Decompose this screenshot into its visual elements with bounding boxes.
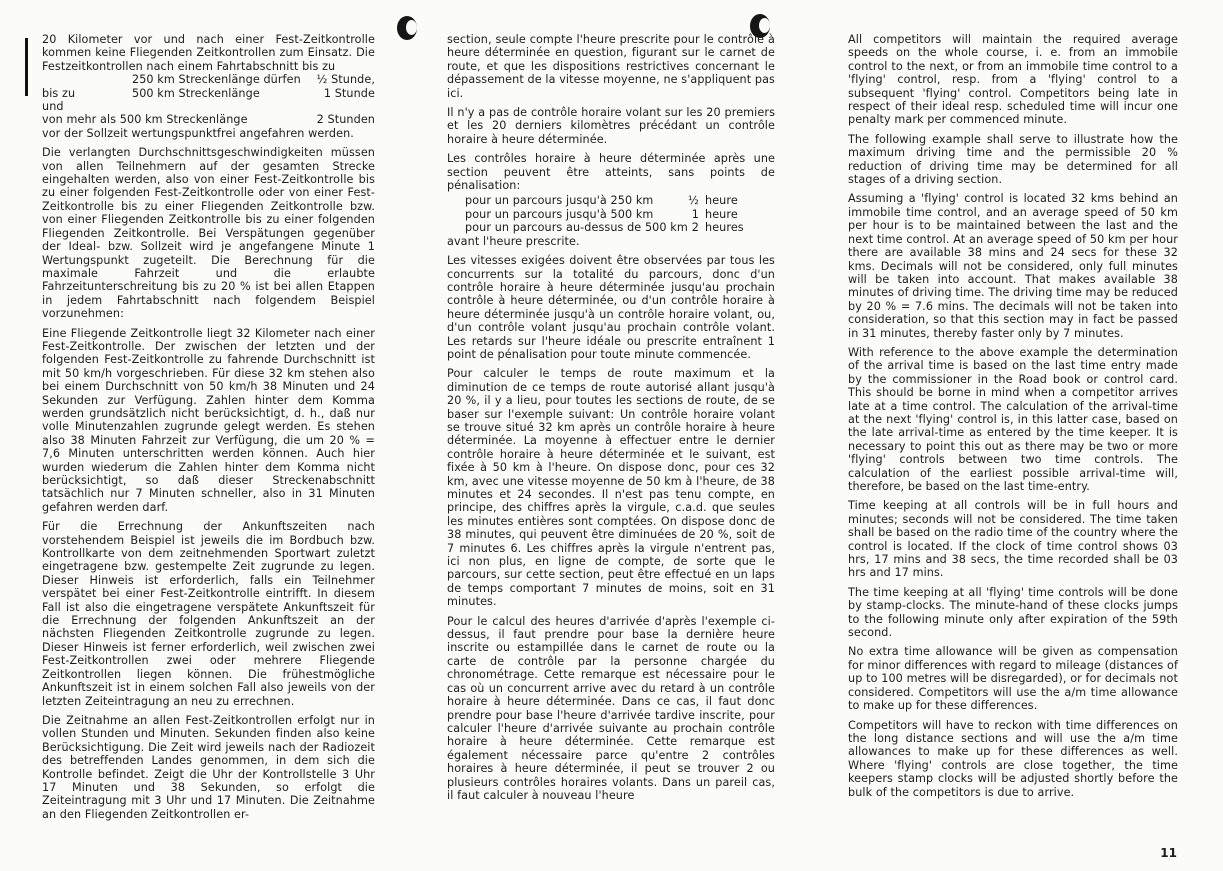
table-spacer xyxy=(80,100,280,113)
german-paragraph xyxy=(42,33,375,73)
table-amount: 1 xyxy=(691,207,699,221)
english-paragraph: The following example shall serve to illustrate how the maximum driving time and the permissible 20 % reduction of driving time may be determined for all stages of a driving section. xyxy=(848,132,1178,187)
english-paragraph: Competitors will have to reckon with time differences on the long distance sections and will use the a/m time allowances to make up for these differences as well. Where 'flying' controls are close together, the time keepers stamp clocks will be adjusted shortly before the bulk of the competitors is due to arrive. xyxy=(848,718,1178,799)
table-spacer xyxy=(280,100,375,113)
table-time: ½ Stunde, xyxy=(316,73,375,87)
english-paragraph: All competitors will maintain the required average speeds on the whole course, i. e. from an immobile control to the next, or from an immobile time control to a 'flying' control, resp. from a 'flying' control to a subsequent 'flying' control. Competitors being late in respect of their ideal resp. scheduled time will incur one penalty mark per commenced minute. xyxy=(848,33,1178,127)
table-distance: von mehr als 500 km Streckenlänge xyxy=(42,113,248,127)
french-paragraph: section, seule compte l'heure prescrite pour le contrôle à heure déterminée en question, figurant sur le carnet de route, et que les dispositions restrictives concernant le dépassement de la vitesse moyenne, ne s'appliquent pas ici. xyxy=(447,33,775,100)
table-amount: ½ xyxy=(688,194,699,208)
table-unit: heures xyxy=(705,221,744,235)
french-paragraph: Les contrôles horaire à heure déterminée après une section peuvent être atteints, sans points de pénalisation: xyxy=(447,152,775,193)
table-time: 2 Stunden xyxy=(316,113,375,127)
english-paragraph: The time keeping at all 'flying' time controls will be done by stamp-clocks. The minute-hand of these clocks jumps to the following minute only after expiration of the 59th second. xyxy=(848,585,1178,640)
table-amount: 2 xyxy=(691,221,699,235)
german-column xyxy=(42,33,375,827)
table-distance: 500 km Streckenlänge xyxy=(132,86,260,100)
table-unit: heure xyxy=(705,194,738,208)
french-paragraph: Il n'y a pas de contrôle horaire volant sur les 20 premiers et les 20 derniers kilomètres précédant un contrôle horaire à heure déterminée. xyxy=(447,106,775,146)
table-distance: pour un parcours jusqu'à 250 km xyxy=(465,194,654,208)
french-paragraph: Les vitesses exigées doivent être observées par tous les concurrents sur la totalité du parcours, donc d'un contrôle horaire à heure déterminée jusqu'au prochain contrôle à heure déterminée, ou d'un contrôle horaire à heure déterminée jusqu'à un contrôle horaire volant, ou, d'un contrôle volant jusqu'au prochain contrôle volant. Les retards sur l'heure idéale ou prescrite entraînent 1 point de pénalisation pour toute minute commencée. xyxy=(447,254,775,361)
table-distance: 250 km Streckenlänge dürfen xyxy=(132,73,301,87)
table-time: 1 Stunde xyxy=(323,86,375,100)
german-intro-text: 20 Kilometer vor und nach einer Fest-Zeitkontrolle kommen keine Fliegenden Zeitkontrollen zum Einsatz. Die Festzeitkontrollen nach einem Fahrtabschnitt bis zu xyxy=(42,33,375,73)
english-paragraph: Time keeping at all controls will be in full hours and minutes; seconds will not be considered. The time taken shall be based on the radio time of the country where the control is located. If the clock of time control shows 03 hrs, 17 mins and 38 secs, the time recorded shall be 03 hrs and 17 mins. xyxy=(848,499,1178,580)
german-paragraph: vor der Sollzeit wertungspunktfrei angefahren werden. xyxy=(42,126,354,140)
table-prefix: bis zu xyxy=(42,86,76,100)
french-time-table xyxy=(465,194,775,234)
german-paragraph: Die Zeitnahme an allen Fest-Zeitkontrollen erfolgt nur in vollen Stunden und Minuten. Sekunden finden also keine Berücksichtigung. Die Zeit wird jeweils nach der Radiozeit des betreffenden Landes genommen, in dem sich die Kontrolle befindet. Zeigt die Uhr der Kontrollstelle 3 Uhr 17 Minuten und 38 Sekunden, so erfolgt die Zeiteintragung mit 3 Uhr und 17 Minuten. Die Zeitnahme an den Fliegenden Zeitkontrollen er- xyxy=(42,713,375,821)
english-paragraph: No extra time allowance will be given as compensation for minor differences with regard to mileage (distances of up to 100 metres will be disregarded), or for decimals not considered. Competitors will use the a/m time allowance to make up for these differences. xyxy=(848,645,1178,713)
english-paragraph: With reference to the above example the determination of the arrival time is based on the last time entry made by the commissioner in the Road book or control card. This should be borne in mind when a competitor arrives late at a time control. The calculation of the arrival-time at the next 'flying' control is, in this latter case, based on the late arrival-time as entered by the time keeper. It is necessary to point this out as there may be two or more 'flying' controls between two time controls. The calculation of the earliest possible arrival-time will, therefore, be based on the last time-entry. xyxy=(848,345,1178,493)
german-paragraph: Für die Errechnung der Ankunftszeiten nach vorstehendem Beispiel ist jeweils die im Bordbuch bzw. Kontrollkarte von dem zeitnehmenden Sportwart zuletzt eingetragene bzw. gestempelte Zeit zugrunde zu legen. Dieser Hinweis ist erforderlich, falls ein Teilnehmer verspätet bei einer Fest-Zeitkontrolle eintrifft. In diesem Fall ist also die eingetragene verspätete Ankunftszeit für die Errechnung der folgenden Ankunftszeit an der nächsten Fliegenden Zeitkontrolle zugrunde zu legen. Dieser Hinweis ist ferner erforderlich, weil zwischen zwei Fest-Zeitkontrollen zwei oder mehrere Fliegende Zeitkontrollen liegen können. Die frühestmögliche Ankunftszeit ist in einem solchen Fall also jeweils von der letzten Zeiteintragung an neu zu errechnen. xyxy=(42,520,375,708)
table-prefix xyxy=(42,73,80,86)
table-unit: heure xyxy=(705,207,738,221)
german-table-last-row xyxy=(42,113,375,126)
table-distance: pour un parcours au-dessus de 500 km xyxy=(465,221,688,235)
french-paragraph: Pour le calcul des heures d'arrivée d'après l'exemple ci-dessus, il faut prendre pour base la dernière heure inscrite ou estampillée dans le carnet de route ou la carte de contrôle par la personne chargée du chronométrage. Cette remarque est nécessaire pour le cas où un concurrent arrive avec du retard à un contrôle horaire à heure déterminée. Dans ce cas, il faut donc prendre pour base l'heure d'arrivée tardive inscrite, pour calculer l'heure d'arrivée suivante au prochain contrôle horaire à heure déterminée. Cette remarque est également nécessaire parce qu'entre 2 contrôles horaires à heure déterminée, il peut se trouver 2 ou plusieurs contrôles horaires volants. Dans un pareil cas, il faut calculer à nouveau l'heure xyxy=(447,614,775,802)
french-paragraph: avant l'heure prescrite. xyxy=(447,234,580,248)
french-column xyxy=(447,33,775,808)
english-column xyxy=(848,33,1178,805)
german-time-table xyxy=(42,73,375,113)
margin-change-bar xyxy=(25,38,28,96)
table-prefix: und xyxy=(42,100,64,114)
page-number: 11 xyxy=(1160,846,1177,860)
german-paragraph: Eine Fliegende Zeitkontrolle liegt 32 Kilometer nach einer Fest-Zeitkontrolle. Der zwischen der letzten und der folgenden Fest-Zeitkontrolle zu fahrende Durchschnitt ist mit 50 km/h vorgeschrieben. Für diese 32 km stehen also bei einem Durchschnitt von 50 km/h 38 Minuten und 24 Sekunden zur Verfügung. Zahlen hinter dem Komma werden grundsätzlich nicht berücksichtigt, d. h., daß nur volle Minutenzahlen zugrunde gelegt werden. Es stehen also 38 Minuten Fahrzeit zur Verfügung, die um 20 % = 7,6 Minuten unterschritten werden können. Auch hier wurden wiederum die Zahlen hinter dem Komma nicht berücksichtigt, so daß dieser Streckenabschnitt tatsächlich nur 7 Minuten schneller, also in 31 Minuten gefahren werden darf. xyxy=(42,326,375,514)
french-paragraph: Pour calculer le temps de route maximum et la diminution de ce temps de route autorisé allant jusqu'à 20 %, il y a lieu, pour toutes les sections de route, de se baser sur l'exemple suivant: Un contrôle horaire volant se trouve situé 32 km après un contrôle horaire à heure déterminée. La moyenne à effectuer entre le dernier contrôle horaire à heure déterminée et le suivant, est fixée à 50 km à l'heure. On dispose donc, pour ces 32 km, avec une vitesse moyenne de 50 km à l'heure, de 38 minutes et 24 secondes. Il n'est pas tenu compte, en principe, des chiffres après la virgule, c.a.d. que seules les minutes entières sont comptées. On dispose donc de 38 minutes, qui peuvent être diminuées de 20 %, soit de 7 minutes 6. Les chiffres après la virgule n'entrent pas, ici non plus, en ligne de compte, de sorte que le parcours, sur cette section, peut être effectué en un laps de temps comportant 7 minutes de moins, soit en 31 minutes. xyxy=(447,367,775,609)
table-distance: pour un parcours jusqu'à 500 km xyxy=(465,207,654,221)
german-paragraph: Die verlangten Durchschnittsgeschwindigkeiten müssen von allen Teilnehmern auf der gesamten Strecke eingehalten werden, also von einer Fest-Zeitkontrolle bis zu einer folgenden Fest-Zeitkontrolle oder von einer Fest-Zeitkontrolle bis zu einer Fliegenden Zeitkontrolle bzw. von einer Fliegenden Zeitkontrolle bis zu einer folgenden Fliegenden Zeitkontrolle. Bei Verspätungen gegenüber der Ideal- bzw. Sollzeit wird je angefangene Minute 1 Wertungspunkt zugeteilt. Die Berechnung für die maximale Fahrzeit und die erlaubte Fahrzeitunterschreitung bis zu 20 % ist bei allen Etappen in jedem Fahrtabschnitt nach folgendem Beispiel vorzunehmen: xyxy=(42,146,375,321)
english-paragraph: Assuming a 'flying' control is located 32 kms behind an immobile time control, and an average speed of 50 km per hour is to be maintained between the last and the next time control. At an average speed of 50 km per hour there are available 38 mins and 24 secs for these 32 kms. Decimals will not be considered, only full minutes will be taken into account. That makes available 38 minutes of driving time. The driving time may be reduced by 20 % = 7.6 mins. The decimals will not be taken into consideration, so that this section may in fact be passed in 31 minutes, thereby faster only by 7 minutes. xyxy=(848,192,1178,340)
binder-hole-left xyxy=(397,16,417,40)
